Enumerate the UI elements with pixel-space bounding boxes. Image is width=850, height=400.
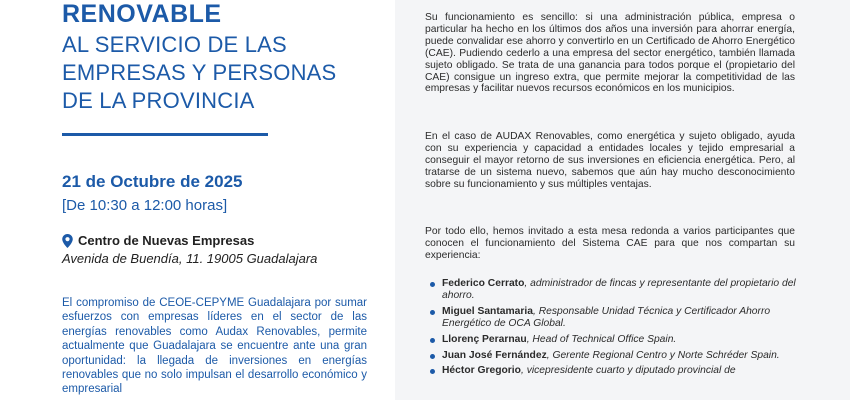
headline-top: RENOVABLE <box>62 0 222 28</box>
headline-line-1: AL SERVICIO DE LAS <box>62 32 287 57</box>
list-item: Federico Cerrato, administrador de fincas y representante del propietario del ahorro. <box>425 278 805 302</box>
paragraph-audax: En el caso de AUDAX Renovables, como energética y sujeto obligado, ayuda con su experiencia y capacidad a entidades locales y tejido empresarial a conseguir el mayor retorno de sus inversiones en eficiencia energética. Pero, al tratarse de un sistema nuevo, sabemos que aún hay mucho desconocimiento sobre su funcionamiento y sus múltiples ventajas. <box>425 131 795 190</box>
paragraph-invitation: Por todo ello, hemos invitado a esta mesa redonda a varios participantes que conocen el funcionamiento del Sistema CAE para que nos compartan su experiencia: <box>425 226 795 261</box>
location-pin-icon <box>62 234 73 248</box>
list-item: Miguel Santamaria, Responsable Unidad Técnica y Certificador Ahorro Energético de OCA Global. <box>425 306 805 330</box>
list-item: Juan José Fernández, Gerente Regional Centro y Norte Schréder Spain. <box>425 350 805 362</box>
event-venue <box>62 233 254 248</box>
list-item: Llorenç Perarnau, Head of Technical Office Spain. <box>425 334 805 346</box>
headline-line-3: DE LA PROVINCIA <box>62 88 255 113</box>
headline-line-2: EMPRESAS Y PERSONAS <box>62 60 337 85</box>
event-time: [De 10:30 a 12:00 horas] <box>62 197 228 214</box>
participants-list <box>425 278 805 381</box>
venue-address: Avenida de Buendía, 11. 19005 Guadalajara <box>62 251 318 266</box>
paragraph-cae-intro: Su funcionamiento es sencillo: si una administración pública, empresa o particular ha hecho en los últimos dos años una inversión para ahorrar energía, puede convalidar ese ahorro y convertirlo en un Certificado de Ahorro Energético (CAE). Pudiendo cederlo a una empresa del sector energético, también llamada sujeto obligado. Se trata de una ganancia para todos porque el (propietario del CAE) consigue un ingreso extra, que permite mejorar la competitividad de las empresas y facilitar nuevos recursos económicos en los municipios. <box>425 12 795 95</box>
venue-name: Centro de Nuevas Empresas <box>78 233 255 248</box>
event-date: 21 de Octubre de 2025 <box>62 172 243 191</box>
event-info-panel <box>0 0 395 400</box>
intro-paragraph: El compromiso de CEOE-CEPYME Guadalajara por sumar esfuerzos con empresas líderes en el sector de las energías renovables como Audax Renovables, permite actualmente que Guadalajara se encuentre ante una gran oportunidad: la llegada de inversiones en energías renovables que no solo impulsan el desarrollo económico y empresarial <box>62 297 367 396</box>
list-item: Héctor Gregorio, vicepresidente cuarto y diputado provincial de <box>425 365 805 377</box>
headline-divider <box>62 133 268 136</box>
